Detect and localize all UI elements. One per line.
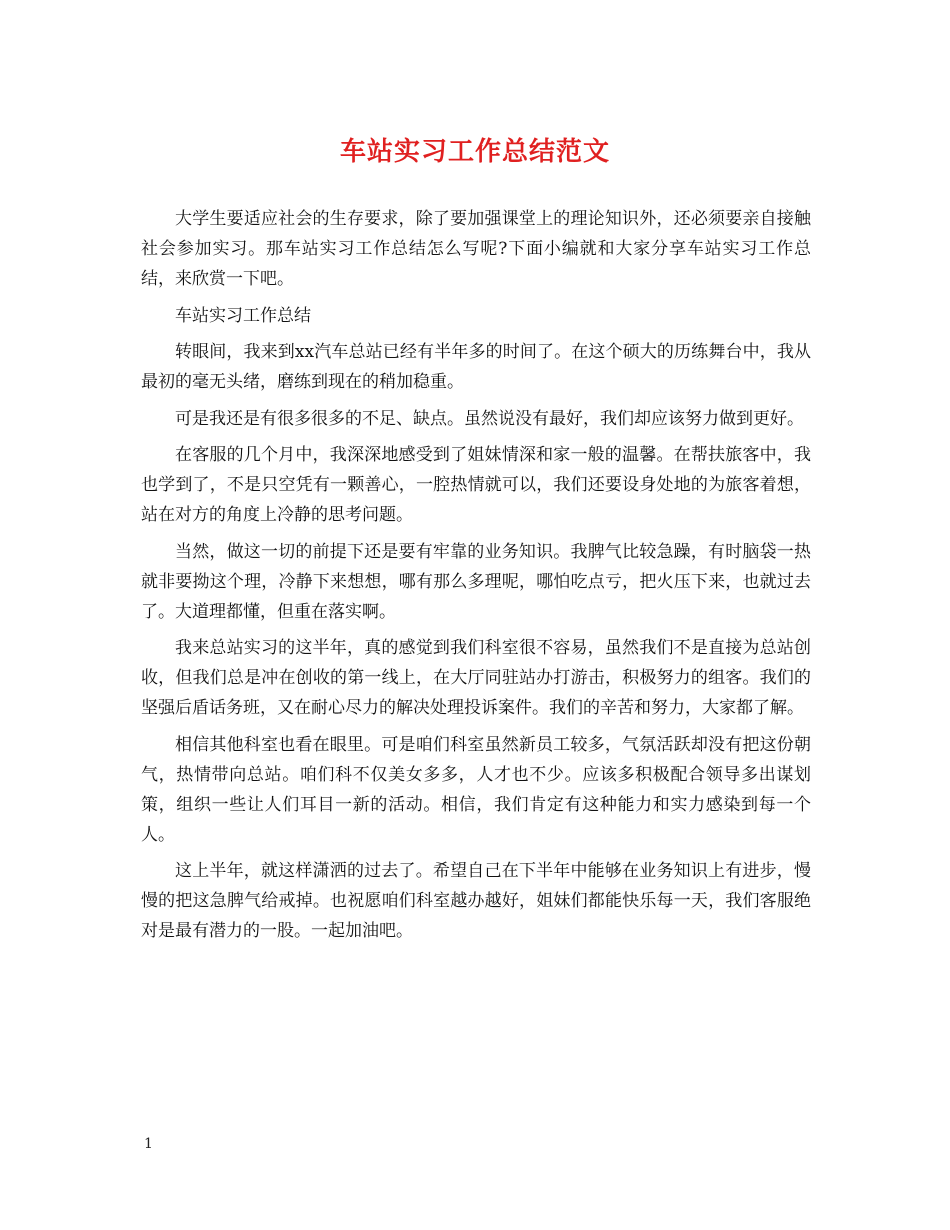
paragraph: 可是我还是有很多很多的不足、缺点。虽然说没有最好，我们却应该努力做到更好。	[175, 408, 804, 429]
paragraph: 这上半年，就这样潇洒的过去了。希望自己在下半年中能够在业务知识上有进步，慢慢的把这急脾气给戒掉。也祝愿咱们科室越办越好，姐妹们都能快乐每一天，我们客服绝对是最有潜力的一股。一起加油吧。	[141, 861, 811, 941]
page-number: 1	[144, 1136, 153, 1152]
paragraph-section-heading: 车站实习工作总结	[175, 305, 311, 326]
paragraph: 相信其他科室也看在眼里。可是咱们科室虽然新员工较多，气氛活跃却没有把这份朝气，热情带向总站。咱们科不仅美女多多，人才也不少。应该多积极配合领导多出谋划策，组织一些让人们耳目一新的活动。相信，我们肯定有这种能力和实力感染到每一个人。	[141, 734, 811, 845]
paragraph: 在客服的几个月中，我深深地感受到了姐妹情深和家一般的温馨。在帮扶旅客中，我也学到了，不是只空凭有一颗善心，一腔热情就可以，我们还要设身处地的为旅客着想，站在对方的角度上冷静的思考问题。	[141, 445, 811, 525]
paragraph: 当然，做这一切的前提下还是要有牢靠的业务知识。我脾气比较急躁，有时脑袋一热就非要拗这个理，冷静下来想想，哪有那么多理呢，哪怕吃点亏，把火压下来，也就过去了。大道理都懂，但重在落实啊。	[141, 541, 811, 622]
paragraph: 转眼间，我来到xx汽车总站已经有半年多的时间了。在这个硕大的历练舞台中，我从最初的毫无头绪，磨练到现在的稍加稳重。	[141, 342, 811, 392]
paragraph-intro: 大学生要适应社会的生存要求，除了要加强课堂上的理论知识外，还必须要亲自接触社会参加实习。那车站实习工作总结怎么写呢?下面小编就和大家分享车站实习工作总结，来欣赏一下吧。	[141, 209, 811, 289]
document-title: 车站实习工作总结范文	[339, 137, 610, 167]
document-body	[141, 204, 811, 953]
paragraph: 我来总站实习的这半年，真的感觉到我们科室很不容易，虽然我们不是直接为总站创收，但我们总是冲在创收的第一线上，在大厅同驻站办打游击，积极努力的组客。我们的坚强后盾话务班，又在耐心尽力的解决处理投诉案件。我们的辛苦和努力，大家都了解。	[141, 638, 811, 718]
